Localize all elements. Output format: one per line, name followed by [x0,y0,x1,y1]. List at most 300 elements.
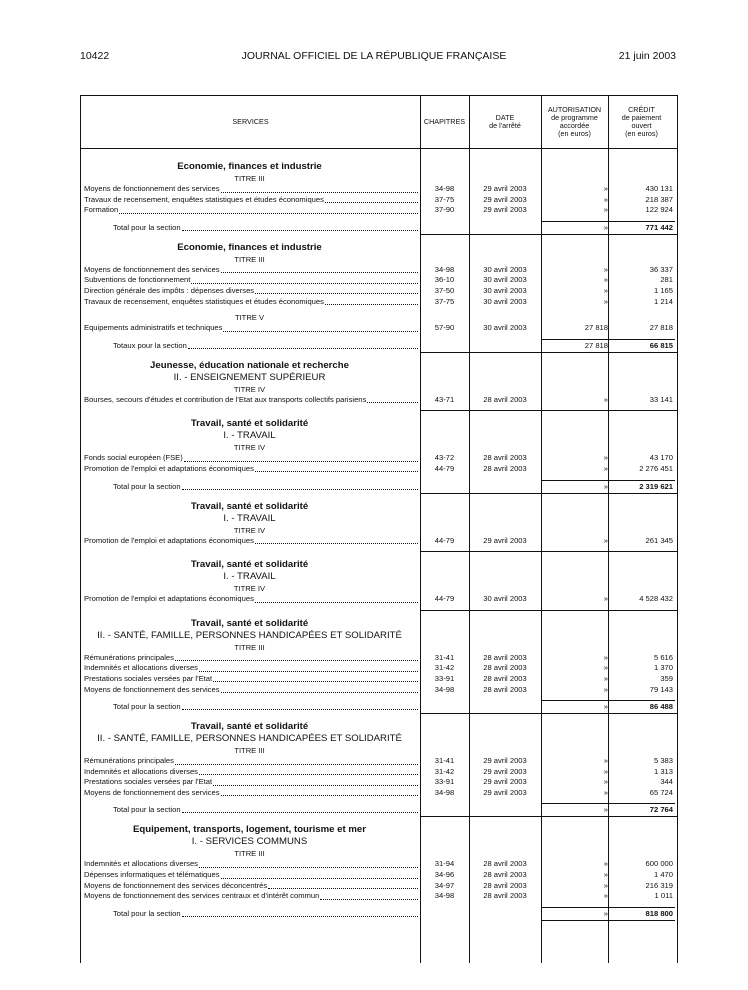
chapitre-cell: 43-72 [434,453,455,463]
chapitre-cell: 44-79 [434,594,455,604]
total-autorisation-value: » [603,222,608,232]
credit-value: 281 [660,275,673,285]
dot-leader [184,453,418,462]
table-row [81,286,677,297]
autorisation-cell [541,205,608,216]
autorisation-cell [541,184,608,195]
autorisation-value: » [603,673,608,683]
table-row [81,674,677,685]
date-cell: 28 avril 2003 [483,394,527,404]
service-cell [84,767,418,778]
dot-leader [255,594,418,603]
autorisation-cell [541,767,608,778]
chapitre-cell: 31-41 [434,652,455,662]
table-row [81,788,677,799]
section-total-row [81,480,677,493]
autorisation-value: » [603,663,608,673]
service-label: Bourses, secours d'études et contribution de l'Etat aux transports collectifs parisiens [84,394,367,404]
credit-cell [608,870,675,881]
service-label: Promotion de l'emploi et adaptations économiques [84,463,254,473]
service-cell [84,195,418,206]
spacer [81,410,677,418]
table-row [81,859,677,870]
service-cell [84,674,418,685]
chapitre-cell: 34-98 [434,684,455,694]
total-autorisation [541,480,608,493]
titre-label: TITRE III [234,849,265,859]
autorisation-value: » [603,652,608,662]
credit-cell [608,184,675,195]
chapitre-cell: 34-98 [434,264,455,274]
section-subtitle: I. - TRAVAIL [223,512,276,524]
dot-leader [199,767,418,776]
total-autorisation-value: 27 818 [584,340,608,350]
service-label: Subventions de fonctionnement [84,275,191,285]
titre-label: TITRE IV [233,443,266,453]
service-cell [84,594,418,605]
total-autorisation [541,907,608,920]
credit-cell [608,464,675,475]
service-cell [84,777,418,788]
credit-value: 33 141 [649,394,673,404]
service-label: Indemnités et allocations diverses [84,859,198,869]
date-cell: 30 avril 2003 [483,296,527,306]
date-cell: 29 avril 2003 [483,535,527,545]
service-label: Moyens de fonctionnement des services centraux et d'intérêt commun [84,891,320,901]
dot-leader [255,536,418,545]
total-label: Total pour la section [113,702,181,712]
table-row [81,891,677,902]
autorisation-value: » [603,184,608,193]
autorisation-value: » [603,194,608,204]
section-total-row [81,803,677,816]
section-total-row [81,907,677,920]
dot-leader [182,803,418,813]
credit-value: 344 [660,777,673,787]
total-credit [608,221,675,234]
chapitre-cell: 37-90 [434,205,455,215]
dot-leader [199,859,418,868]
autorisation-cell [541,594,608,605]
ministry-title: Economie, finances et industrie [177,161,322,172]
dot-leader [188,339,418,349]
autorisation-cell [541,286,608,297]
dot-leader [119,205,418,214]
spacer [81,551,677,559]
total-credit-value: 72 764 [649,805,673,815]
total-cell [113,221,418,234]
credit-cell [608,674,675,685]
dot-leader [199,663,418,672]
credit-cell [608,323,675,334]
credit-value: 2 276 451 [639,463,673,473]
total-cell [113,803,418,816]
dot-leader [213,777,418,786]
credit-cell [608,536,675,547]
date-cell: 29 avril 2003 [483,787,527,797]
total-credit-value: 2 319 621 [639,481,673,491]
total-credit-value: 771 442 [645,222,673,232]
total-credit [608,339,675,352]
credit-cell [608,685,675,696]
autorisation-value: » [603,394,608,404]
total-credit [608,700,675,713]
total-autorisation [541,803,608,816]
ministry-title: Travail, santé et solidarité [190,418,309,430]
autorisation-value: » [603,787,608,797]
total-label: Totaux pour la section [113,340,187,350]
ministry-title: Travail, santé et solidarité [190,559,309,571]
spacer [81,234,677,242]
dot-leader [221,184,419,193]
titre-label: TITRE IV [233,584,266,594]
credit-cell [608,297,675,308]
credit-cell [608,788,675,799]
autorisation-cell [541,881,608,892]
credit-cell [608,881,675,892]
credit-cell [608,653,675,664]
autorisation-value: » [603,205,608,215]
credit-value: 1 011 [654,891,673,901]
service-label: Moyens de fonctionnement des services [84,684,220,694]
section-subtitle: I. - TRAVAIL [223,430,276,442]
autorisation-value: » [603,285,608,295]
spacer [81,352,677,360]
date-cell: 29 avril 2003 [483,766,527,776]
credit-cell [608,286,675,297]
chapitre-cell: 43-71 [434,394,455,404]
total-credit [608,907,675,920]
date-cell: 28 avril 2003 [483,859,527,869]
spacer [81,493,677,501]
page-date: 21 juin 2003 [618,50,676,62]
chapitre-cell: 44-79 [434,463,455,473]
credit-value: 261 345 [645,535,673,545]
chapitre-cell: 44-79 [434,535,455,545]
ministry-title: Travail, santé et solidarité [190,500,309,512]
titre-label: TITRE V [234,313,265,323]
dot-leader [221,870,419,879]
service-cell [84,685,418,696]
dot-leader [268,881,418,890]
total-cell [113,339,418,352]
total-credit [608,803,675,816]
credit-value: 79 143 [649,684,673,694]
chapitre-cell: 34-98 [434,184,455,193]
total-autorisation-value: » [603,702,608,712]
date-cell: 30 avril 2003 [483,594,527,604]
ministry-title: Travail, santé et solidarité [190,721,309,733]
autorisation-value: » [603,880,608,890]
service-label: Rémunérations principales [84,756,174,766]
autorisation-cell [541,323,608,334]
chapitre-cell: 37-75 [434,194,455,204]
table-row [81,297,677,308]
autorisation-value: » [603,891,608,901]
autorisation-cell [541,195,608,206]
autorisation-value: » [603,264,608,274]
dot-leader [221,685,419,694]
titre-label: TITRE IV [233,384,266,394]
autorisation-value: » [603,766,608,776]
col-header-chapitres: CHAPITRES [423,117,466,126]
chapitre-cell: 34-97 [434,880,455,890]
autorisation-cell [541,777,608,788]
chapitre-cell: 37-50 [434,285,455,295]
section-subtitle: I. - SERVICES COMMUNS [191,836,308,848]
service-cell [84,453,418,464]
table-row [81,536,677,547]
autorisation-value: » [603,594,608,604]
autorisation-cell [541,674,608,685]
chapitre-cell: 34-98 [434,787,455,797]
chapitre-cell: 36-10 [434,275,455,285]
credit-value: 1 470 [653,870,673,880]
journal-title: JOURNAL OFFICIEL DE LA RÉPUBLIQUE FRANÇAISE [241,50,507,62]
dot-leader [175,653,418,662]
service-cell [84,870,418,881]
table-row [81,870,677,881]
section-subtitle: II. - ENSEIGNEMENT SUPÉRIEUR [173,371,326,383]
total-autorisation-value: » [603,805,608,815]
credit-value: 216 319 [645,880,673,890]
table-row [81,767,677,778]
date-cell: 28 avril 2003 [483,673,527,683]
credit-value: 36 337 [649,264,673,274]
autorisation-cell [541,685,608,696]
table-row [81,777,677,788]
credit-value: 218 387 [645,194,673,204]
spacer [81,610,677,618]
titre-label: TITRE III [234,642,265,652]
date-cell: 28 avril 2003 [483,891,527,901]
autorisation-value: » [603,756,608,766]
ministry-title: Equipement, transports, logement, tourisme et mer [133,824,366,836]
total-credit-value: 66 815 [649,340,673,350]
col-header-date: DATE de l'arrêté [489,113,521,130]
ministry-title: Jeunesse, éducation nationale et recherche [150,359,349,371]
date-cell: 28 avril 2003 [483,663,527,673]
autorisation-value: » [603,296,608,306]
service-label: Promotion de l'emploi et adaptations économiques [84,535,254,545]
autorisation-cell [541,464,608,475]
service-cell [84,756,418,767]
service-label: Indemnités et allocations diverses [84,766,198,776]
service-label: Prestations sociales versées par l'Etat [84,673,213,683]
service-cell [84,881,418,892]
service-cell [84,184,418,195]
chapitre-cell: 31-42 [434,663,455,673]
credit-value: 600 000 [645,859,673,869]
autorisation-cell [541,275,608,286]
chapitre-cell: 34-98 [434,891,455,901]
section-total-row [81,700,677,713]
credit-value: 1 313 [653,766,673,776]
date-cell: 29 avril 2003 [483,194,527,204]
total-credit [608,480,675,493]
service-label: Travaux de recensement, enquêtes statistiques et études économiques [84,194,324,204]
chapitre-cell: 31-94 [434,859,455,869]
section-subtitle: I. - TRAVAIL [223,571,276,583]
service-label: Moyens de fonctionnement des services déconcentrés [84,880,268,890]
service-cell [84,891,418,902]
autorisation-value: » [603,859,608,869]
spacer [81,816,677,824]
credit-value: 1 370 [653,663,673,673]
credit-value: 65 724 [649,787,673,797]
dot-leader [367,395,418,404]
service-cell [84,286,418,297]
table-row [81,685,677,696]
total-autorisation [541,339,608,352]
credit-cell [608,663,675,674]
total-label: Total pour la section [113,805,181,815]
credit-table [80,95,678,963]
credit-cell [608,195,675,206]
service-label: Fonds social européen (FSE) [84,453,183,463]
total-label: Total pour la section [113,481,181,491]
total-credit-value: 818 800 [645,908,673,918]
date-cell: 29 avril 2003 [483,777,527,787]
table-row [81,184,677,195]
titre-label: TITRE III [234,254,265,264]
autorisation-cell [541,891,608,902]
autorisation-cell [541,663,608,674]
table-row [81,453,677,464]
service-label: Equipements administratifs et techniques [84,323,223,333]
service-cell [84,395,418,406]
chapitre-cell: 31-41 [434,756,455,766]
credit-value: 5 383 [653,756,673,766]
chapitre-cell: 31-42 [434,766,455,776]
autorisation-value: » [603,275,608,285]
service-label: Moyens de fonctionnement des services [84,264,220,274]
table-row [81,323,677,334]
service-cell [84,265,418,276]
table-row [81,275,677,286]
service-label: Travaux de recensement, enquêtes statistiques et études économiques [84,296,324,306]
date-cell: 28 avril 2003 [483,870,527,880]
dot-leader [223,323,418,332]
titre-label: TITRE IV [233,525,266,535]
service-cell [84,859,418,870]
col-header-credit: CRÉDIT de paiement ouvert (en euros) [621,105,662,138]
col-header-autorisation: AUTORISATION de programme accordée (en euros) [547,105,602,138]
service-cell [84,663,418,674]
credit-cell [608,756,675,767]
section-subtitle: II. - SANTÉ, FAMILLE, PERSONNES HANDICAPÉES ET SOLIDARITÉ [97,733,402,745]
credit-cell [608,265,675,276]
table-row [81,464,677,475]
service-label: Direction générale des impôts : dépenses diverses [84,285,255,295]
service-label: Prestations sociales versées par l'Etat [84,777,213,787]
total-cell [113,480,418,493]
total-autorisation-value: » [603,481,608,491]
autorisation-cell [541,265,608,276]
total-credit-value: 86 488 [649,702,673,712]
service-label: Formation [84,205,119,215]
date-cell: 29 avril 2003 [483,184,527,193]
credit-value: 43 170 [649,453,673,463]
total-label: Total pour la section [113,222,181,232]
autorisation-cell [541,788,608,799]
dot-leader [325,195,418,204]
autorisation-value: » [603,535,608,545]
table-row [81,653,677,664]
dot-leader [213,674,418,683]
titre-label: TITRE III [234,746,265,756]
credit-value: 4 528 432 [639,594,673,604]
chapitre-cell: 34-96 [434,870,455,880]
dot-leader [320,891,418,900]
service-cell [84,323,418,334]
autorisation-value: 27 818 [584,323,608,333]
autorisation-cell [541,395,608,406]
credit-value: 1 165 [653,285,673,295]
credit-cell [608,767,675,778]
date-cell: 30 avril 2003 [483,264,527,274]
table-row [81,395,677,406]
service-cell [84,205,418,216]
autorisation-cell [541,453,608,464]
table-row [81,663,677,674]
date-cell: 30 avril 2003 [483,323,527,333]
section-subtitle: II. - SANTÉ, FAMILLE, PERSONNES HANDICAPÉES ET SOLIDARITÉ [97,629,402,641]
service-label: Rémunérations principales [84,652,174,662]
autorisation-value: » [603,463,608,473]
service-cell [84,788,418,799]
spacer [81,713,677,721]
autorisation-value: » [603,870,608,880]
credit-value: 430 131 [645,184,673,193]
credit-value: 122 924 [645,205,673,215]
credit-value: 1 214 [653,296,673,306]
dot-leader [182,221,418,231]
total-cell [113,700,418,713]
section-total-row [81,221,677,234]
ministry-title: Travail, santé et solidarité [190,617,309,629]
page-number: 10422 [80,50,110,62]
service-label: Moyens de fonctionnement des services [84,787,220,797]
chapitre-cell: 33-91 [434,777,455,787]
service-label: Promotion de l'emploi et adaptations économiques [84,594,254,604]
dot-leader [221,788,419,797]
titre-label: TITRE III [234,174,265,183]
dot-leader [191,275,418,284]
col-header-services: SERVICES [232,117,269,126]
table-row [81,265,677,276]
autorisation-cell [541,859,608,870]
date-cell: 29 avril 2003 [483,205,527,215]
table-row [81,195,677,206]
credit-value: 5 616 [653,652,673,662]
date-cell: 28 avril 2003 [483,684,527,694]
credit-cell [608,859,675,870]
chapitre-cell: 37-75 [434,296,455,306]
section-total-row [81,339,677,352]
date-cell: 30 avril 2003 [483,285,527,295]
service-cell [84,653,418,664]
autorisation-value: » [603,453,608,463]
date-cell: 28 avril 2003 [483,880,527,890]
total-label: Total pour la section [113,908,181,918]
service-label: Moyens de fonctionnement des services [84,184,220,193]
autorisation-cell [541,536,608,547]
service-cell [84,464,418,475]
table-row [81,594,677,605]
chapitre-cell: 33-91 [434,673,455,683]
service-cell [84,275,418,286]
